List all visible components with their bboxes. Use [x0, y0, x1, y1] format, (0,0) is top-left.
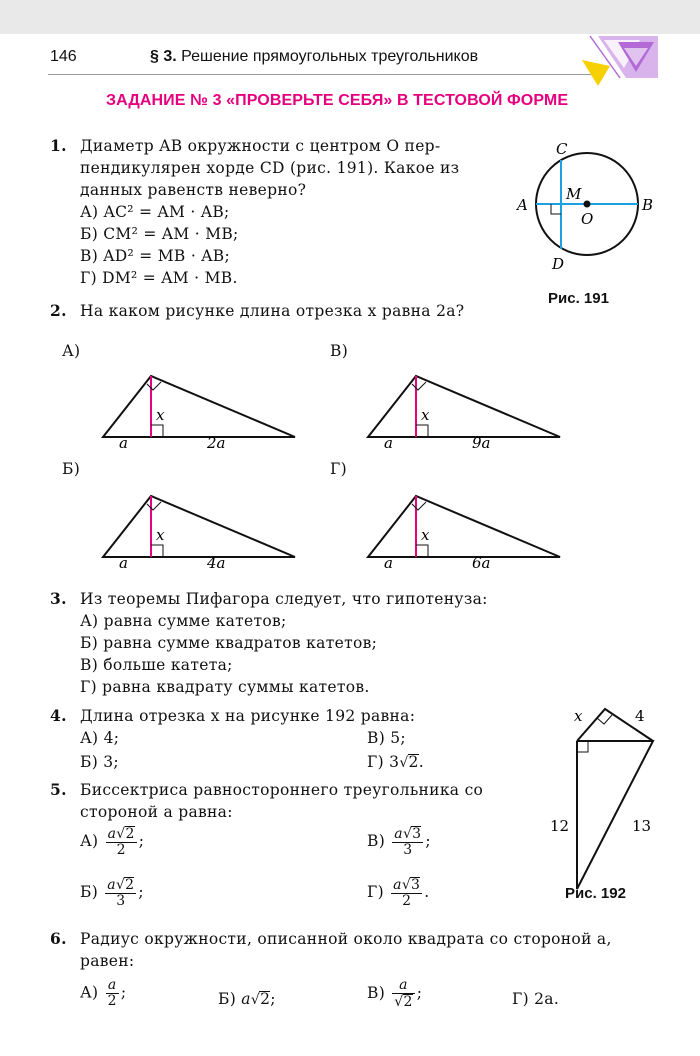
q5-b-rad: 2 — [125, 877, 135, 893]
q5-a-den: 2 — [116, 842, 126, 858]
q2-fig-v-right-label: 9a — [472, 434, 491, 449]
q5-g-den: 2 — [402, 893, 412, 909]
fig191-label-a: A — [517, 196, 528, 214]
q6-v-letter: В) — [367, 984, 386, 1002]
right-angle-mark-base — [416, 545, 428, 557]
running-header — [150, 48, 478, 66]
right-angle-mark-base — [151, 425, 163, 437]
q5-option-b-fraction: $\frac{a√2}{3}$ — [107, 877, 135, 909]
q5-option-b — [80, 877, 144, 909]
right-angle-mark-apex — [412, 502, 426, 510]
q5-b-den: 3 — [116, 893, 126, 909]
q2-figure-a — [95, 334, 305, 449]
book-page — [0, 34, 700, 1056]
viewer-top-bar — [0, 0, 700, 35]
q2-fig-a-height-label: x — [156, 406, 165, 424]
q6-option-a — [80, 978, 126, 1009]
section-title: Решение прямоугольных треугольников — [181, 48, 479, 65]
q5-a-num: a — [107, 826, 117, 842]
q1-line-2: пендикулярен хорде CD (рис. 191). Какое из — [80, 159, 460, 177]
q6-a-num: a — [107, 977, 117, 993]
q2-fig-v-letter: В) — [330, 342, 349, 360]
q4-option-a: А) 4; — [80, 729, 120, 747]
triangle-outline — [368, 496, 560, 557]
q2-fig-a-right-label: 2a — [207, 434, 226, 449]
fig192-label-13: 13 — [632, 817, 652, 835]
q2-fig-v-height-label: x — [421, 406, 430, 424]
q5-a-end: ; — [138, 832, 145, 850]
q6-v-rad: 2 — [403, 994, 413, 1010]
right-angle-mark-base — [151, 545, 163, 557]
q5-b-num: a — [107, 877, 116, 893]
q2-figure-b — [95, 454, 305, 569]
q4-text: Длина отрезка x на рисунке 192 равна: — [80, 707, 416, 725]
q5-b-end: ; — [138, 883, 144, 901]
q5-line-2: стороной a равна: — [80, 803, 233, 821]
q4-option-b: Б) 3; — [80, 753, 119, 771]
q6-option-g: Г) 2a. — [512, 990, 560, 1008]
q2-fig-g-left-label: a — [384, 554, 393, 569]
q3-option-b: Б) равна сумме квадратов катетов; — [80, 634, 378, 652]
q5-g-num: a — [393, 877, 402, 893]
q6-a-letter: А) — [80, 983, 99, 1002]
q3-option-g: Г) равна квадрату суммы катетов. — [80, 678, 370, 696]
header-rule — [48, 74, 596, 75]
q1-option-a: А) AC² = AM · AB; — [80, 203, 230, 221]
q2-figure-v — [360, 334, 570, 449]
q5-option-b-letter: Б) — [80, 883, 99, 901]
q6-b-rad: 2 — [260, 990, 271, 1008]
q1-option-g: Г) DM² = AM · MB. — [80, 269, 238, 287]
q2-fig-b-letter: Б) — [62, 460, 81, 478]
q6-option-v — [367, 978, 422, 1010]
q2-fig-b-right-label: 4a — [207, 554, 226, 569]
q2-fig-g-letter: Г) — [330, 460, 347, 478]
q6-line-1: Радиус окружности, описанной около квадрата со стороной a, — [80, 930, 612, 948]
q4-option-v: В) 5; — [367, 729, 406, 747]
q5-option-g-fraction: $\frac{a√3}{2}$ — [393, 877, 421, 909]
triangle-outline — [103, 376, 295, 437]
q2-fig-b-left-label: a — [119, 554, 128, 569]
q5-option-a-letter: А) — [80, 832, 99, 850]
q5-option-v-fraction: $\frac{a√3}{3}$ — [394, 826, 422, 858]
q6-b-letter: Б) — [218, 990, 237, 1008]
fig192-label-12: 12 — [550, 817, 570, 835]
q6-v-num: a — [399, 977, 408, 993]
figure-192-triangles — [545, 699, 665, 899]
q5-option-g-letter: Г) — [367, 883, 384, 901]
q2-fig-g-height-label: x — [421, 526, 430, 544]
q1-number: 1. — [50, 136, 67, 155]
right-angle-mark-apex — [147, 502, 161, 510]
triangle-outline — [368, 376, 560, 437]
fig191-label-c: C — [556, 140, 568, 158]
triangle-outline — [103, 496, 295, 557]
q5-g-rad: 3 — [411, 877, 421, 893]
q6-number: 6. — [50, 929, 67, 948]
q5-option-v — [367, 826, 431, 858]
q2-fig-a-letter: А) — [62, 342, 81, 360]
corner-decoration-icon — [580, 34, 660, 86]
q6-option-b: Б) a√2; — [218, 990, 276, 1008]
fig191-label-b: B — [642, 196, 654, 214]
section-number: § 3. — [150, 48, 177, 65]
q2-text: На каком рисунке длина отрезка x равна 2a? — [80, 302, 465, 320]
q6-v-fraction: $\frac{a}{√2}$ — [394, 977, 413, 1010]
q4-option-g-radicand: 2 — [408, 753, 419, 771]
q6-b-pre: a — [241, 990, 251, 1008]
q5-option-g — [367, 877, 430, 909]
q2-fig-g-right-label: 6a — [472, 554, 491, 569]
q5-option-v-letter: В) — [367, 832, 386, 850]
right-angle-mark-apex — [412, 382, 426, 390]
fig191-label-o: O — [581, 210, 594, 228]
q5-v-rad: 3 — [412, 826, 422, 842]
q5-v-end: ; — [425, 832, 431, 850]
q1-line-3: данных равенств неверно? — [80, 181, 307, 199]
q5-option-a-fraction: $\frac{a√2}{2}$ — [107, 826, 135, 858]
right-angle-mark-base — [416, 425, 428, 437]
q4-option-g-suffix: . — [418, 753, 424, 771]
q2-number: 2. — [50, 301, 67, 320]
q5-number: 5. — [50, 780, 67, 799]
q2-fig-a-left-label: a — [119, 434, 128, 449]
q6-b-end: ; — [270, 990, 276, 1008]
q1-line-1: Диаметр AB окружности с центром O пер- — [80, 137, 441, 155]
q6-a-end: ; — [120, 983, 127, 1002]
right-angle-mark-apex — [147, 382, 161, 390]
q2-fig-b-height-label: x — [156, 526, 165, 544]
fig191-label-m: M — [566, 185, 582, 203]
q2-figure-g — [360, 454, 570, 569]
q4-option-g-prefix: Г) 3 — [367, 753, 400, 771]
task-title: ЗАДАНИЕ № 3 «ПРОВЕРЬТЕ СЕБЯ» В ТЕСТОВОЙ ФОРМЕ — [106, 92, 569, 109]
fig191-caption: Рис. 191 — [548, 290, 609, 307]
q5-v-num: a — [394, 826, 403, 842]
q6-v-end: ; — [416, 984, 423, 1002]
q2-fig-v-left-label: a — [384, 434, 393, 449]
q3-option-v: В) больше катета; — [80, 656, 233, 674]
q1-option-b: Б) CM² = AM · MB; — [80, 225, 239, 243]
q5-option-a — [80, 826, 144, 858]
q5-v-den: 3 — [403, 842, 413, 858]
q5-a-rad: 2 — [125, 826, 135, 842]
figure-191-circle — [510, 134, 670, 279]
q4-option-g: Г) 3√2. — [367, 753, 424, 771]
q3-text: Из теоремы Пифагора следует, что гипотенуза: — [80, 590, 488, 608]
q4-number: 4. — [50, 706, 67, 725]
q5-g-end: . — [424, 883, 430, 901]
q5-line-1: Биссектриса равностороннего треугольника со — [80, 781, 484, 799]
q1-option-v: В) AD² = MB · AB; — [80, 247, 230, 265]
q6-a-fraction — [106, 978, 119, 1009]
page-number: 146 — [50, 48, 77, 65]
q6-a-den: 2 — [107, 993, 117, 1009]
fig191-label-d: D — [552, 255, 565, 273]
q3-option-a: А) равна сумме катетов; — [80, 612, 287, 630]
fig192-label-x: x — [574, 707, 583, 725]
q6-line-2: равен: — [80, 952, 135, 970]
fig192-label-4: 4 — [635, 707, 645, 725]
fig192-caption: Рис. 192 — [565, 885, 626, 902]
q3-number: 3. — [50, 589, 67, 608]
